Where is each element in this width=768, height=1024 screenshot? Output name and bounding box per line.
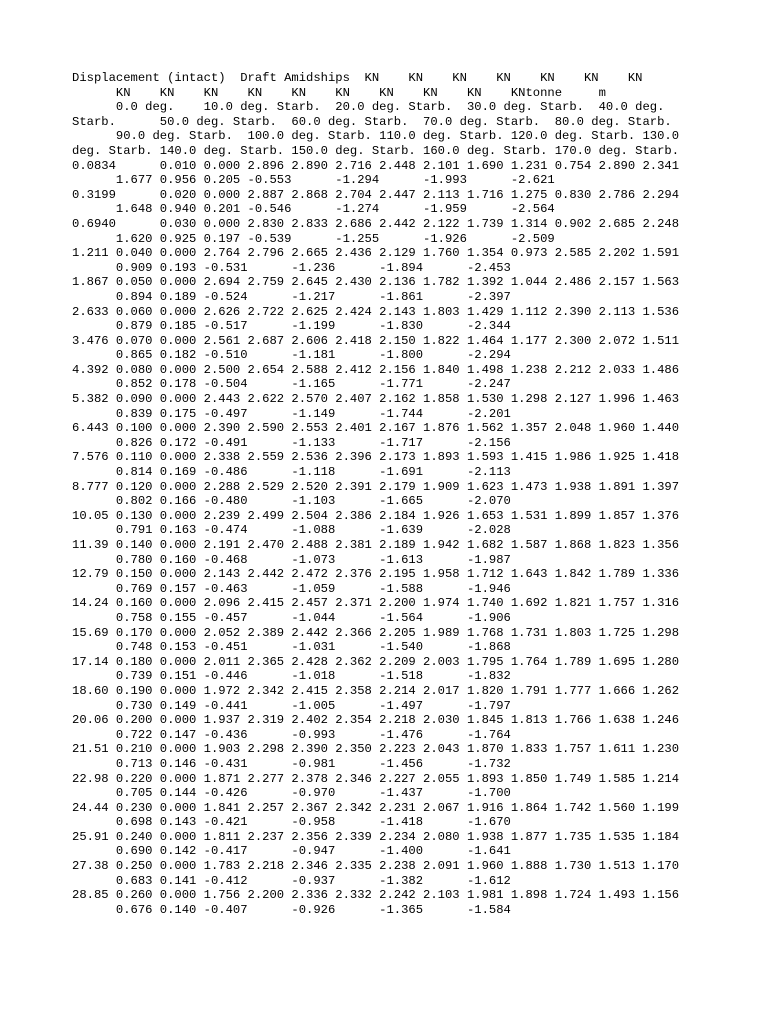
document-line: 21.51 0.210 0.000 1.903 2.298 2.390 2.350 2.223 2.043 1.870 1.833 1.757 1.611 1.230	[72, 742, 680, 757]
document-line: 0.780 0.160 -0.468 -1.073 -1.613 -1.987	[72, 552, 511, 567]
document-line: 0.676 0.140 -0.407 -0.926 -1.365 -1.584	[72, 902, 511, 917]
document-line: 10.05 0.130 0.000 2.239 2.499 2.504 2.386 2.184 1.926 1.653 1.531 1.899 1.857 1.376	[72, 508, 680, 523]
document-line: 5.382 0.090 0.000 2.443 2.622 2.570 2.407 2.162 1.858 1.530 1.298 2.127 1.996 1.463	[72, 392, 680, 407]
document-line: 1.867 0.050 0.000 2.694 2.759 2.645 2.430 2.136 1.782 1.392 1.044 2.486 2.157 1.563	[72, 275, 680, 290]
document-line: Displacement (intact) Draft Amidships KN KN KN KN KN KN KN	[72, 71, 643, 85]
document-line: 18.60 0.190 0.000 1.972 2.342 2.415 2.358 2.214 2.017 1.820 1.791 1.777 1.666 1.262	[72, 683, 680, 698]
document-line: 8.777 0.120 0.000 2.288 2.529 2.520 2.391 2.179 1.909 1.623 1.473 1.938 1.891 1.397	[72, 479, 680, 494]
document-line: 0.879 0.185 -0.517 -1.199 -1.830 -2.344	[72, 319, 511, 334]
document-line: 0.3199 0.020 0.000 2.887 2.868 2.704 2.447 2.113 1.716 1.275 0.830 2.786 2.294	[72, 187, 680, 202]
document-line: 3.476 0.070 0.000 2.561 2.687 2.606 2.418 2.150 1.822 1.464 1.177 2.300 2.072 1.511	[72, 333, 680, 348]
document-line: 0.0834 0.010 0.000 2.896 2.890 2.716 2.448 2.101 1.690 1.231 0.754 2.890 2.341	[72, 158, 680, 173]
document-line: 0.683 0.141 -0.412 -0.937 -1.382 -1.612	[72, 873, 511, 888]
document-line: 0.865 0.182 -0.510 -1.181 -1.800 -2.294	[72, 348, 511, 363]
document-line: 0.730 0.149 -0.441 -1.005 -1.497 -1.797	[72, 698, 511, 713]
document-line: 0.826 0.172 -0.491 -1.133 -1.717 -2.156	[72, 435, 511, 450]
document-line: 0.698 0.143 -0.421 -0.958 -1.418 -1.670	[72, 815, 511, 830]
document-line: deg. Starb. 140.0 deg. Starb. 150.0 deg. Starb. 160.0 deg. Starb. 170.0 deg. Starb.	[72, 143, 680, 158]
document-line: 4.392 0.080 0.000 2.500 2.654 2.588 2.412 2.156 1.840 1.498 1.238 2.212 2.033 1.486	[72, 362, 680, 377]
document-line: 0.839 0.175 -0.497 -1.149 -1.744 -2.201	[72, 406, 511, 421]
document-line: 0.791 0.163 -0.474 -1.088 -1.639 -2.028	[72, 523, 511, 538]
document-line: 15.69 0.170 0.000 2.052 2.389 2.442 2.366 2.205 1.989 1.768 1.731 1.803 1.725 1.298	[72, 625, 680, 640]
document-line: 6.443 0.100 0.000 2.390 2.590 2.553 2.401 2.167 1.876 1.562 1.357 2.048 1.960 1.440	[72, 421, 680, 436]
document-line: 1.620 0.925 0.197 -0.539 -1.255 -1.926 -2.509	[72, 231, 555, 246]
document-line: 0.705 0.144 -0.426 -0.970 -1.437 -1.700	[72, 786, 511, 801]
document-line: 1.648 0.940 0.201 -0.546 -1.274 -1.959 -2.564	[72, 202, 555, 217]
document-line: 11.39 0.140 0.000 2.191 2.470 2.488 2.381 2.189 1.942 1.682 1.587 1.868 1.823 1.356	[72, 538, 680, 552]
document-line: 0.748 0.153 -0.451 -1.031 -1.540 -1.868	[72, 640, 511, 655]
document-line: 0.713 0.146 -0.431 -0.981 -1.456 -1.732	[72, 756, 511, 771]
document-line: 0.814 0.169 -0.486 -1.118 -1.691 -2.113	[72, 465, 511, 480]
document-line: 0.894 0.189 -0.524 -1.217 -1.861 -2.397	[72, 289, 511, 304]
document-line: 0.802 0.166 -0.480 -1.103 -1.665 -2.070	[72, 494, 511, 509]
document-line: 22.98 0.220 0.000 1.871 2.277 2.378 2.346 2.227 2.055 1.893 1.850 1.749 1.585 1.214	[72, 771, 680, 786]
document-line: 0.739 0.151 -0.446 -1.018 -1.518 -1.832	[72, 669, 511, 684]
document-line: 7.576 0.110 0.000 2.338 2.559 2.536 2.396 2.173 1.893 1.593 1.415 1.986 1.925 1.418	[72, 450, 680, 465]
document-line: Starb. 50.0 deg. Starb. 60.0 deg. Starb. 70.0 deg. Starb. 80.0 deg. Starb.	[72, 114, 672, 129]
document-line: 14.24 0.160 0.000 2.096 2.415 2.457 2.371 2.200 1.974 1.740 1.692 1.821 1.757 1.316	[72, 596, 680, 611]
document-line: 17.14 0.180 0.000 2.011 2.365 2.428 2.362 2.209 2.003 1.795 1.764 1.789 1.695 1.280	[72, 654, 680, 669]
document-line: 1.677 0.956 0.205 -0.553 -1.294 -1.993 -2.621	[72, 173, 555, 188]
document-line: 90.0 deg. Starb. 100.0 deg. Starb. 110.0 deg. Starb. 120.0 deg. Starb. 130.0	[72, 129, 680, 144]
document-line: 2.633 0.060 0.000 2.626 2.722 2.625 2.424 2.143 1.803 1.429 1.112 2.390 2.113 1.536	[72, 304, 680, 319]
document-line: 0.852 0.178 -0.504 -1.165 -1.771 -2.247	[72, 377, 511, 392]
document-line: 0.909 0.193 -0.531 -1.236 -1.894 -2.453	[72, 260, 511, 275]
hydrostatic-kn-table-text	[72, 71, 679, 917]
document-line: 25.91 0.240 0.000 1.811 2.237 2.356 2.339 2.234 2.080 1.938 1.877 1.735 1.535 1.184	[72, 829, 680, 844]
document-line: 0.0 deg. 10.0 deg. Starb. 20.0 deg. Starb. 30.0 deg. Starb. 40.0 deg.	[72, 100, 665, 115]
document-line: 12.79 0.150 0.000 2.143 2.442 2.472 2.376 2.195 1.958 1.712 1.643 1.842 1.789 1.336	[72, 567, 680, 582]
document-line: 28.85 0.260 0.000 1.756 2.200 2.336 2.332 2.242 2.103 1.981 1.898 1.724 1.493 1.156	[72, 888, 680, 903]
document-line: 0.769 0.157 -0.463 -1.059 -1.588 -1.946	[72, 581, 511, 596]
document-line: 0.690 0.142 -0.417 -0.947 -1.400 -1.641	[72, 844, 511, 859]
document-line: 27.38 0.250 0.000 1.783 2.218 2.346 2.335 2.238 2.091 1.960 1.888 1.730 1.513 1.170	[72, 859, 680, 874]
document-line: 0.722 0.147 -0.436 -0.993 -1.476 -1.764	[72, 727, 511, 742]
document-line: 20.06 0.200 0.000 1.937 2.319 2.402 2.354 2.218 2.030 1.845 1.813 1.766 1.638 1.246	[72, 713, 680, 728]
document-line: 1.211 0.040 0.000 2.764 2.796 2.665 2.436 2.129 1.760 1.354 0.973 2.585 2.202 1.591	[72, 246, 680, 261]
document-line: KN KN KN KN KN KN KN KN KN KNtonne m	[72, 85, 606, 100]
document-line: 0.6940 0.030 0.000 2.830 2.833 2.686 2.442 2.122 1.739 1.314 0.902 2.685 2.248	[72, 216, 680, 231]
document-line: 0.758 0.155 -0.457 -1.044 -1.564 -1.906	[72, 610, 511, 625]
document-line: 24.44 0.230 0.000 1.841 2.257 2.367 2.342 2.231 2.067 1.916 1.864 1.742 1.560 1.199	[72, 800, 680, 815]
